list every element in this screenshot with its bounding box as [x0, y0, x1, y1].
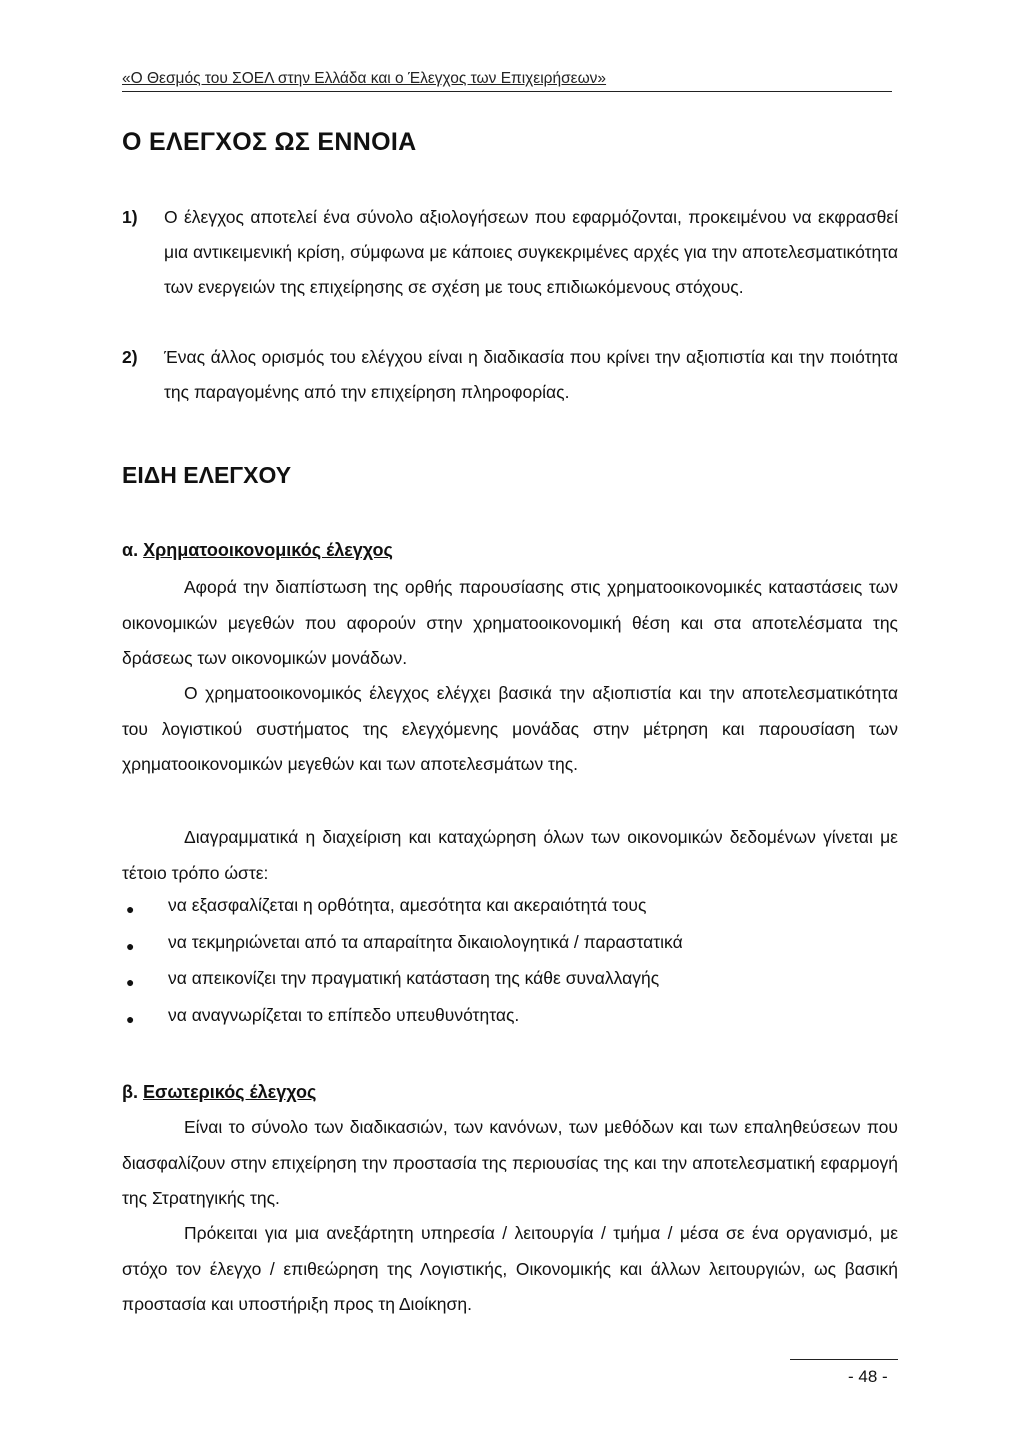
bullet-icon: ● [126, 937, 135, 954]
section-b-paragraph-1: Είναι το σύνολο των διαδικασιών, των κανόνων, των μεθόδων και των επαληθεύσεων που διασφαλίζουν στην επιχείρηση την προστασία της περιουσίας της και την αποτελεσματική εφαρμογή της Στρατηγικής της. [122, 1117, 898, 1208]
section-a-label: α. [122, 540, 139, 560]
section-a-paragraph-2: Ο χρηματοοικονομικός έλεγχος ελέγχει βασικά την αξιοπιστία και την αποτελεσματικότητα του λογιστικού συστήματος της ελεγχόμενης μονάδας στην μέτρηση και παρουσίαση των χρηματοοικονομικών μεγεθών και των αποτελεσμάτων της. [122, 683, 898, 774]
list-item-text: να τεκμηριώνεται από τα απαραίτητα δικαιολογητικά / παραστατικά [168, 931, 683, 952]
section-a-heading [122, 540, 393, 561]
section-a-title: Χρηματοοικονομικός έλεγχος [143, 540, 393, 560]
section-a-paragraph-1: Αφορά την διαπίστωση της ορθής παρουσίασης στις χρηματοοικονομικές καταστάσεις των οικονομικών μεγεθών που αφορούν στην χρηματοοικονομική θέση και στα αποτελέσματα της δράσεως των οικονομικών μονάδων. [122, 577, 898, 668]
list-item-text: να αναγνωρίζεται το επίπεδο υπευθυνότητας. [168, 1004, 520, 1025]
list-item [122, 1005, 898, 1042]
page-title: Ο ΕΛΕΓΧΟΣ ΩΣ ΕΝΝΟΙΑ [122, 128, 417, 156]
bullet-icon: ● [126, 1010, 135, 1027]
list-item [122, 932, 898, 969]
running-header [122, 70, 892, 92]
bullet-list [122, 895, 898, 1041]
section-a-paragraph-3: Διαγραμματικά η διαχείριση και καταχώρηση όλων των οικονομικών δεδομένων γίνεται με τέτοιο τρόπο ώστε: [122, 827, 898, 883]
header-text: «Ο Θεσμός του ΣΟΕΛ στην Ελλάδα και ο Έλεγχος των Επιχειρήσεων» [122, 70, 607, 87]
section-b-title: Εσωτερικός έλεγχος [143, 1082, 317, 1102]
definition-text: Ένας άλλος ορισμός του ελέγχου είναι η διαδικασία που κρίνει την αξιοπιστία και την ποιότητα της παραγομένης από την επιχείρηση πληροφορίας. [164, 347, 898, 402]
definition-text: Ο έλεγχος αποτελεί ένα σύνολο αξιολογήσεων που εφαρμόζονται, προκειμένου να εκφρασθεί μια αντικειμενική κρίση, σύμφωνα με κάποιες συγκεκριμένες αρχές για την αποτελεσματικότητα των ενεργειών της επιχείρησης σε σχέση με τους επιδιωκόμενους στόχους. [164, 207, 898, 297]
definition-number: 1) [122, 207, 138, 227]
section-b-heading [122, 1082, 316, 1103]
definition-number: 2) [122, 347, 138, 367]
list-item [122, 895, 898, 932]
list-item-text: να απεικονίζει την πραγματική κατάσταση της κάθε συναλλαγής [168, 968, 660, 988]
bullet-icon: ● [126, 974, 135, 990]
section-b-label: β. [122, 1082, 138, 1102]
list-item [122, 968, 898, 1005]
section-b-paragraph-2: Πρόκειται για μια ανεξάρτητη υπηρεσία / λειτουργία / τμήμα / μέσα σε ένα οργανισμό, με στόχο τον έλεγχο / επιθεώρηση της Λογιστικής, Οικονομικής και άλλων λειτουργιών, ως βασική προστασία και υποστήριξη προς τη Διοίκηση. [122, 1223, 898, 1314]
bullet-icon: ● [126, 901, 135, 917]
section-heading-types: ΕΙΔΗ ΕΛΕΓΧΟΥ [122, 462, 292, 488]
list-item-text: να εξασφαλίζεται η ορθότητα, αμεσότητα και ακεραιότητά τους [168, 895, 647, 915]
page-number: - 48 - [848, 1367, 888, 1386]
footer-divider [790, 1359, 898, 1360]
